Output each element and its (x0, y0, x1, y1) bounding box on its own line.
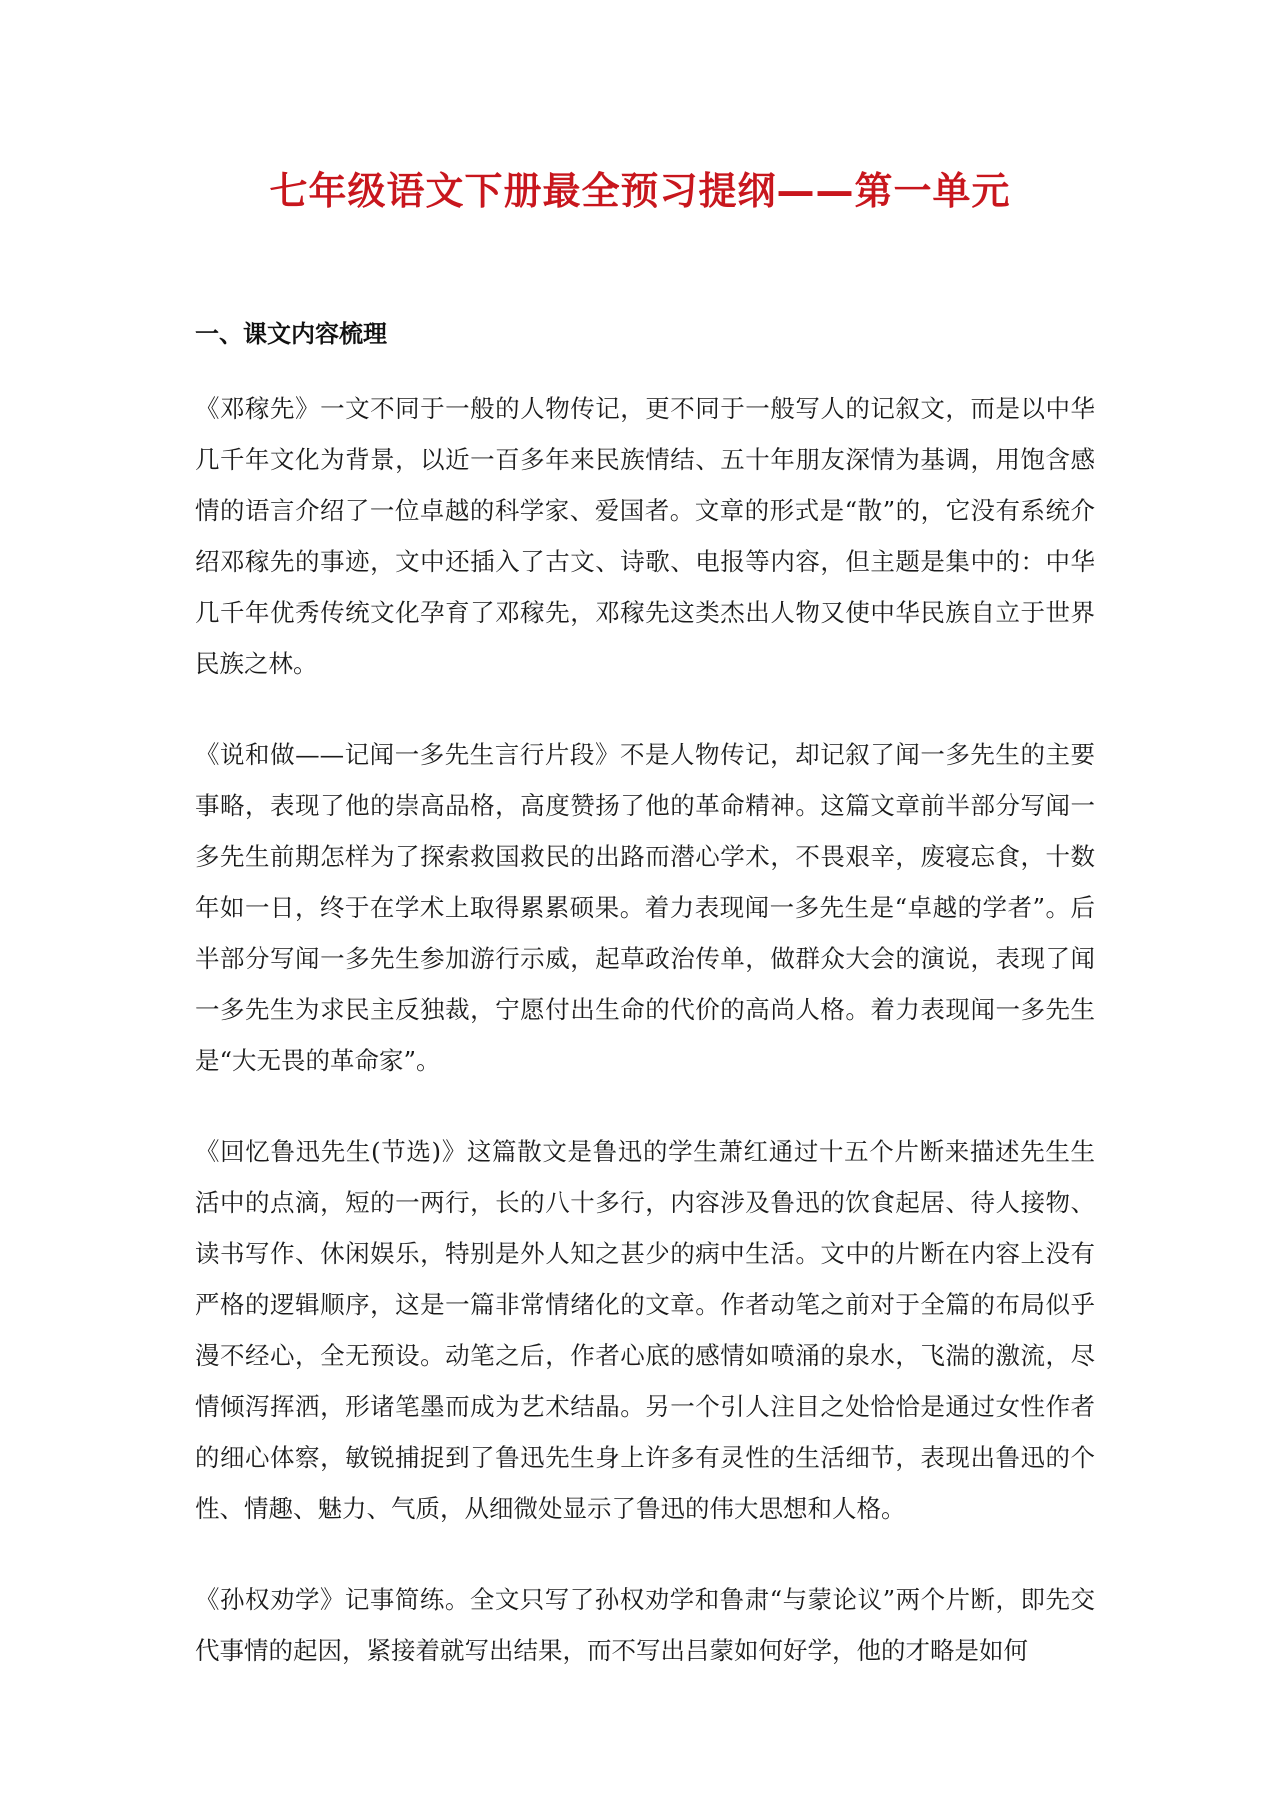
paragraph-wen-yiduo: 《说和做——记闻一多先生言行片段》不是人物传记，却记叙了闻一多先生的主要事略，表现了他的崇高品格，高度赞扬了他的革命精神。这篇文章前半部分写闻一多先生前期怎样为了探索救国救民的出路而潜心学术，不畏艰辛，废寝忘食，十数年如一日，终于在学术上取得累累硕果。着力表现闻一多先生是“卓越的学者”。后半部分写闻一多先生参加游行示威，起草政治传单，做群众大会的演说，表现了闻一多先生为求民主反独裁，宁愿付出生命的代价的高尚人格。着力表现闻一多先生是“大无畏的革命家”。 (195, 740, 1095, 1075)
paragraph-lu-xun: 《回忆鲁迅先生(节选)》这篇散文是鲁迅的学生萧红通过十五个片断来描述先生生活中的点滴，短的一两行，长的八十多行，内容涉及鲁迅的饮食起居、待人接物、读书写作、休闲娱乐，特别是外人知之甚少的病中生活。文中的片断在内容上没有严格的逻辑顺序，这是一篇非常情绪化的文章。作者动笔之前对于全篇的布局似乎漫不经心，全无预设。动笔之后，作者心底的感情如喷涌的泉水，飞湍的激流，尽情倾泻挥洒，形诸笔墨而成为艺术结晶。另一个引人注目之处恰恰是通过女性作者的细心体察，敏锐捕捉到了鲁迅先生身上许多有灵性的生活细节，表现出鲁迅的个性、情趣、魅力、气质，从细微处显示了鲁迅的伟大思想和人格。 (195, 1137, 1095, 1523)
paragraph-deng-jiaxian: 《邓稼先》一文不同于一般的人物传记，更不同于一般写人的记叙文，而是以中华几千年文化为背景，以近一百多年来民族情结、五十年朋友深情为基调，用饱含感情的语言介绍了一位卓越的科学家、爱国者。文章的形式是“散”的，它没有系统介绍邓稼先的事迹，文中还插入了古文、诗歌、电报等内容，但主题是集中的：中华几千年优秀传统文化孕育了邓稼先，邓稼先这类杰出人物又使中华民族自立于世界民族之林。 (195, 394, 1095, 678)
section-heading: 一、课文内容梳理 (195, 319, 387, 348)
page-title: 七年级语文下册最全预习提纲——第一单元 (269, 169, 1011, 213)
paragraph-sun-quan: 《孙权劝学》记事简练。全文只写了孙权劝学和鲁肃“与蒙论议”两个片断，即先交代事情的起因，紧接着就写出结果，而不写出吕蒙如何好学，他的才略是如何 (195, 1585, 1095, 1665)
body-text (195, 383, 1095, 1716)
